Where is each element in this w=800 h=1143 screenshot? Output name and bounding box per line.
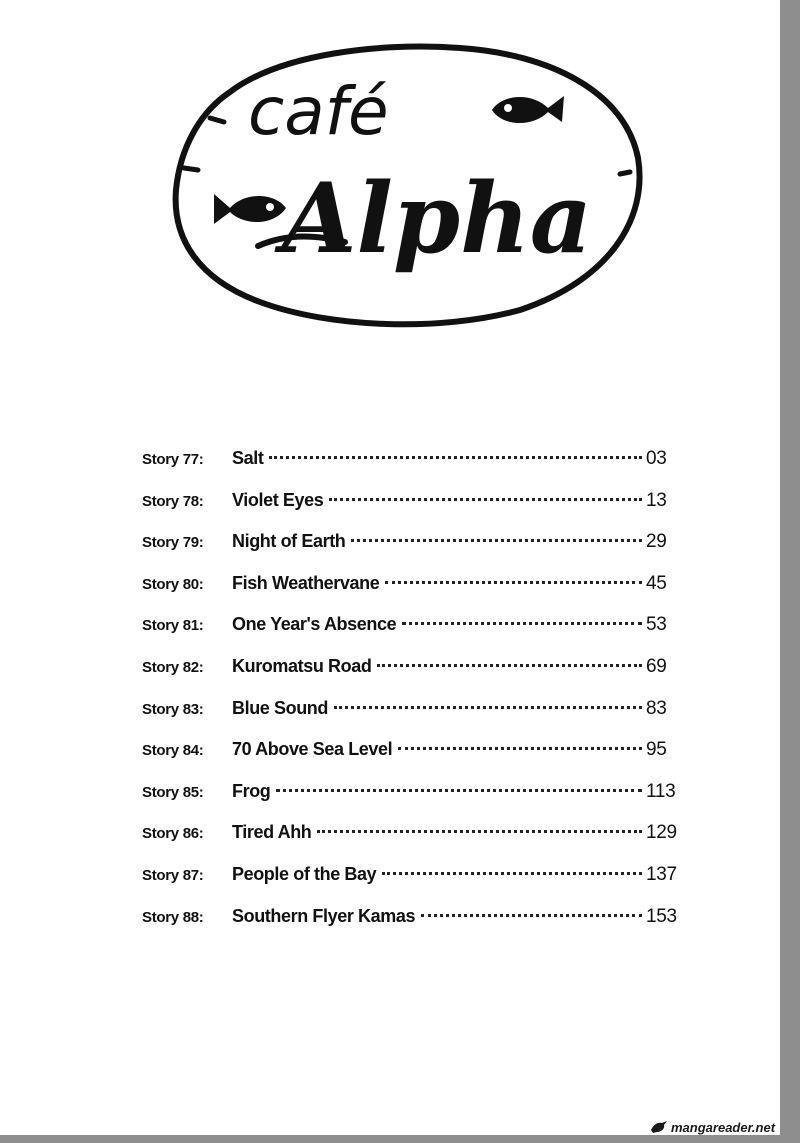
toc-story-title: Southern Flyer Kamas [232, 905, 416, 926]
toc-page-number: 137 [646, 863, 677, 885]
toc-row [142, 614, 682, 656]
toc-story-title: Kuromatsu Road [232, 655, 372, 676]
toc-page-number: 53 [646, 614, 667, 636]
toc-story-label: Story 87: [142, 866, 204, 884]
toc-story-label: Story 88: [142, 908, 204, 926]
oval-tick [184, 168, 198, 170]
toc-page-number: 13 [646, 489, 667, 511]
dragon-icon [650, 1120, 668, 1134]
toc-dot-leader [402, 622, 642, 625]
cafe-alpha-logo [170, 40, 645, 330]
toc-dot-leader [329, 498, 642, 501]
toc-story-title: Tired Ahh [232, 822, 312, 843]
toc-dot-leader [385, 581, 642, 584]
toc-dot-leader [317, 830, 642, 833]
toc-page-number: 129 [646, 822, 677, 844]
scan-edge-right [780, 0, 800, 1143]
toc-story-label: Story 80: [142, 575, 204, 593]
toc-dot-leader [382, 872, 642, 875]
logo-svg [170, 40, 645, 330]
toc-row [142, 448, 682, 490]
toc-story-title: Night of Earth [232, 531, 346, 552]
toc-story-label: Story 78: [142, 492, 204, 510]
toc-dot-leader [377, 664, 642, 667]
toc-story-label: Story 81: [142, 617, 204, 635]
toc-row [142, 906, 682, 948]
toc-story-label: Story 86: [142, 825, 204, 843]
toc-page-number: 95 [646, 739, 667, 761]
table-of-contents [142, 448, 682, 947]
toc-story-label: Story 82: [142, 658, 204, 676]
toc-story-title: 70 Above Sea Level [232, 739, 393, 760]
toc-dot-leader [276, 789, 642, 792]
toc-dot-leader [269, 456, 642, 459]
toc-row [142, 573, 682, 615]
oval-tick [620, 172, 630, 174]
toc-row [142, 656, 682, 698]
oval-tick [210, 118, 224, 122]
toc-story-label: Story 84: [142, 742, 204, 760]
toc-story-label: Story 85: [142, 783, 204, 801]
logo-line2: Alpha [282, 162, 593, 275]
toc-row [142, 698, 682, 740]
logo-line1: café [248, 73, 389, 150]
watermark-text: mangareader.net [671, 1119, 776, 1135]
toc-row [142, 739, 682, 781]
site-watermark [650, 1117, 800, 1137]
toc-row [142, 822, 682, 864]
toc-page-number: 113 [646, 780, 676, 802]
toc-page-number: 83 [646, 697, 667, 719]
toc-story-label: Story 79: [142, 534, 204, 552]
toc-story-title: Violet Eyes [232, 489, 324, 510]
toc-story-label: Story 77: [142, 451, 204, 468]
fish-icon [492, 96, 564, 123]
toc-page-number: 29 [646, 531, 667, 553]
toc-story-label: Story 83: [142, 700, 204, 718]
toc-row [142, 864, 682, 906]
toc-story-title: Salt [232, 448, 264, 468]
toc-page-number: 45 [646, 572, 667, 594]
toc-dot-leader [351, 539, 642, 542]
toc-story-title: Fish Weathervane [232, 572, 380, 593]
toc-dot-leader [398, 747, 642, 750]
toc-row [142, 531, 682, 573]
toc-page-number: 69 [646, 655, 667, 677]
toc-row [142, 490, 682, 532]
toc-story-title: Blue Sound [232, 697, 328, 718]
toc-page-number: 03 [646, 448, 667, 469]
toc-dot-leader [421, 914, 642, 917]
toc-page-number: 153 [646, 905, 677, 927]
fish-icon [214, 194, 286, 224]
toc-story-title: Frog [232, 780, 271, 801]
toc-story-title: One Year's Absence [232, 614, 397, 635]
toc-story-title: People of the Bay [232, 863, 377, 884]
toc-dot-leader [334, 706, 642, 709]
toc-row [142, 781, 682, 823]
